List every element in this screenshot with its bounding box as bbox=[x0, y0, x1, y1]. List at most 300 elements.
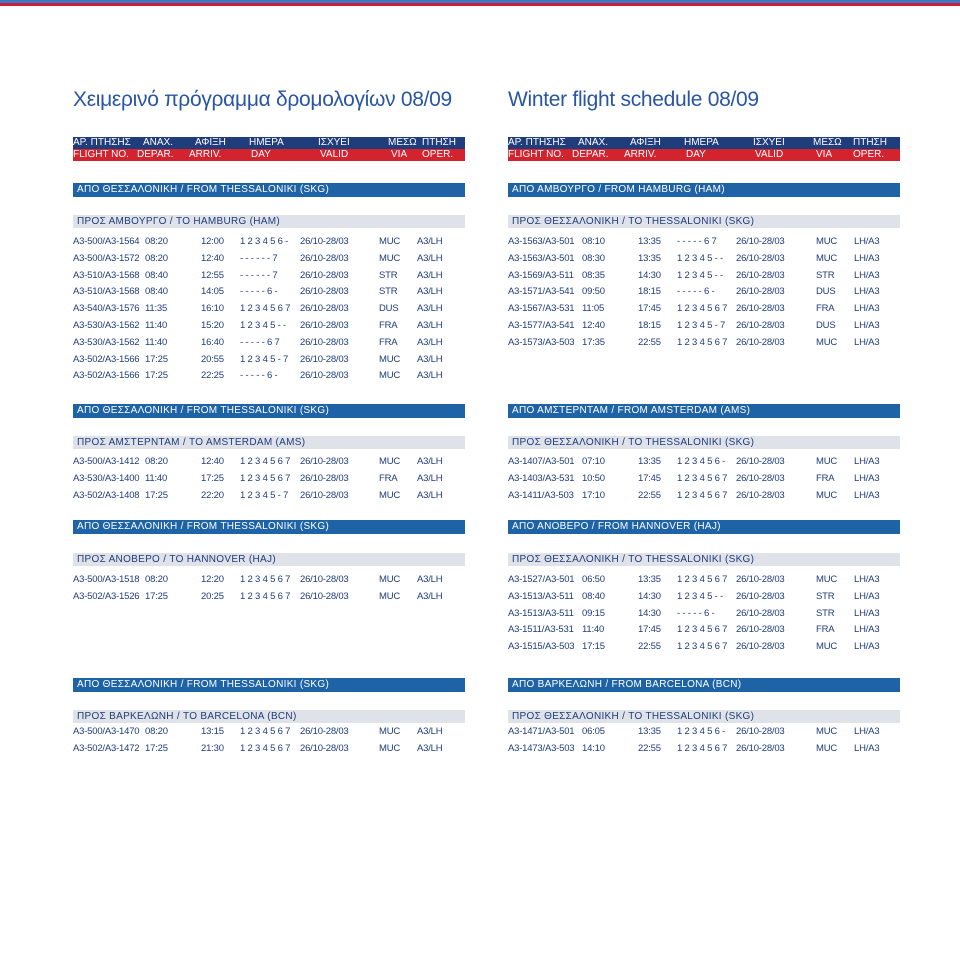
via-airport: MUC bbox=[379, 489, 401, 501]
header-via-gr: ΜΕΣΩ bbox=[388, 137, 417, 148]
arrival-time: 22:55 bbox=[638, 489, 661, 501]
page-title-greek: Χειμερινό πρόγραμμα δρομολογίων 08/09 bbox=[73, 88, 452, 111]
operator: A3/LH bbox=[417, 574, 443, 585]
departure-time: 08:20 bbox=[145, 252, 168, 264]
table-row bbox=[508, 606, 900, 622]
operating-days: 1 2 3 4 5 6 7 bbox=[677, 641, 728, 653]
destination-subheader: ΠΡΟΣ ΘΕΣΣΑΛΟΝΙΚΗ / TO THESSALONIKI (SKG) bbox=[508, 710, 900, 723]
operating-days: 1 2 3 4 5 6 7 bbox=[677, 574, 728, 585]
via-airport: FRA bbox=[816, 624, 835, 636]
flight-number: A3-1407/A3-501 bbox=[508, 456, 575, 467]
validity-period: 26/10-28/03 bbox=[300, 472, 349, 484]
operator: LH/A3 bbox=[854, 252, 880, 264]
arrival-time: 14:30 bbox=[638, 607, 661, 619]
departure-time: 11:40 bbox=[582, 624, 605, 636]
operating-days: - - - - - 6 - bbox=[677, 607, 715, 619]
destination-subheader: ΠΡΟΣ ΘΕΣΣΑΛΟΝΙΚΗ / TO THESSALONIKI (SKG) bbox=[508, 215, 900, 228]
header-flight-no-en: FLIGHT NO. bbox=[73, 149, 129, 160]
table-row bbox=[73, 724, 465, 740]
flight-number: A3-500/A3-1572 bbox=[73, 252, 140, 264]
arrival-time: 14:30 bbox=[638, 269, 661, 281]
operator: LH/A3 bbox=[854, 590, 880, 602]
table-row bbox=[508, 639, 900, 655]
operator: LH/A3 bbox=[854, 489, 880, 501]
departure-time: 11:40 bbox=[145, 320, 168, 331]
operator: A3/LH bbox=[417, 472, 443, 484]
operator: LH/A3 bbox=[854, 336, 880, 348]
departure-time: 08:20 bbox=[145, 726, 168, 737]
flight-number: A3-1527/A3-501 bbox=[508, 574, 575, 585]
table-row bbox=[508, 622, 900, 638]
operating-days: 1 2 3 4 5 6 7 bbox=[240, 472, 291, 484]
departure-time: 11:35 bbox=[145, 303, 168, 315]
origin-banner: ΑΠΟ ΘΕΣΣΑΛΟΝΙΚΗ / FROM THESSALONIKI (SKG) bbox=[73, 678, 465, 692]
flight-number: A3-510/A3-1568 bbox=[73, 286, 140, 298]
header-arriv-gr: ΑΦΙΞΗ bbox=[630, 137, 661, 148]
operating-days: - - - - - 6 - bbox=[240, 370, 278, 382]
via-airport: DUS bbox=[816, 286, 836, 298]
via-airport: MUC bbox=[816, 574, 838, 585]
origin-banner: ΑΠΟ ΘΕΣΣΑΛΟΝΙΚΗ / FROM THESSALONIKI (SKG) bbox=[73, 183, 465, 197]
operating-days: 1 2 3 4 5 6 7 bbox=[677, 624, 728, 636]
header-via-en: VIA bbox=[816, 149, 833, 160]
departure-time: 08:30 bbox=[582, 252, 605, 264]
header-arriv-en: ARRIV. bbox=[189, 149, 222, 160]
flight-number: A3-1563/A3-501 bbox=[508, 252, 575, 264]
table-row bbox=[508, 318, 900, 334]
flight-number: A3-1513/A3-511 bbox=[508, 590, 574, 602]
via-airport: STR bbox=[379, 286, 398, 298]
validity-period: 26/10-28/03 bbox=[300, 726, 349, 737]
flight-number: A3-1403/A3-531 bbox=[508, 472, 575, 484]
operating-days: 1 2 3 4 5 6 7 bbox=[677, 336, 728, 348]
via-airport: DUS bbox=[379, 303, 399, 315]
departure-time: 12:40 bbox=[582, 320, 605, 331]
via-airport: MUC bbox=[816, 742, 838, 754]
flight-number: A3-1513/A3-511 bbox=[508, 607, 574, 619]
arrival-time: 18:15 bbox=[638, 320, 661, 331]
flight-number: A3-500/A3-1564 bbox=[73, 236, 140, 247]
validity-period: 26/10-28/03 bbox=[736, 489, 785, 501]
origin-banner: ΑΠΟ ΒΑΡΚΕΛΩΝΗ / FROM BARCELONA (BCN) bbox=[508, 678, 900, 692]
departure-time: 08:20 bbox=[145, 236, 168, 247]
arrival-time: 22:25 bbox=[201, 370, 224, 382]
table-row bbox=[73, 572, 465, 588]
operator: LH/A3 bbox=[854, 303, 880, 315]
destination-subheader: ΠΡΟΣ ΒΑΡΚΕΛΩΝΗ / TO BARCELONA (BCN) bbox=[73, 710, 465, 723]
departure-time: 09:15 bbox=[582, 607, 605, 619]
arrival-time: 13:35 bbox=[638, 236, 661, 247]
arrival-time: 16:40 bbox=[201, 336, 224, 348]
via-airport: STR bbox=[816, 607, 835, 619]
flight-number: A3-500/A3-1518 bbox=[73, 574, 140, 585]
origin-banner: ΑΠΟ ΑΜΒΟΥΡΓΟ / FROM HAMBURG (HAM) bbox=[508, 183, 900, 197]
table-row bbox=[73, 268, 465, 284]
validity-period: 26/10-28/03 bbox=[736, 574, 785, 585]
validity-period: 26/10-28/03 bbox=[736, 590, 785, 602]
validity-period: 26/10-28/03 bbox=[736, 607, 785, 619]
via-airport: STR bbox=[379, 269, 398, 281]
operating-days: 1 2 3 4 5 6 - bbox=[677, 456, 726, 467]
via-airport: STR bbox=[816, 590, 835, 602]
arrival-time: 14:30 bbox=[638, 590, 661, 602]
departure-time: 06:05 bbox=[582, 726, 605, 737]
via-airport: MUC bbox=[379, 353, 401, 365]
table-row bbox=[508, 724, 900, 740]
validity-period: 26/10-28/03 bbox=[736, 742, 785, 754]
validity-period: 26/10-28/03 bbox=[300, 252, 349, 264]
arrival-time: 22:20 bbox=[201, 489, 224, 501]
arrival-time: 18:15 bbox=[638, 286, 661, 298]
header-oper-en: OPER. bbox=[422, 149, 454, 160]
operator: A3/LH bbox=[417, 269, 443, 281]
departure-time: 17:25 bbox=[145, 353, 168, 365]
table-row bbox=[73, 301, 465, 317]
operating-days: 1 2 3 4 5 - - bbox=[240, 320, 286, 331]
operator: A3/LH bbox=[417, 336, 443, 348]
operator: A3/LH bbox=[417, 252, 443, 264]
origin-banner: ΑΠΟ ΘΕΣΣΑΛΟΝΙΚΗ / FROM THESSALONIKI (SKG) bbox=[73, 404, 465, 418]
flight-number: A3-502/A3-1526 bbox=[73, 590, 140, 602]
operator: A3/LH bbox=[417, 590, 443, 602]
header-day-en: DAY bbox=[686, 149, 706, 160]
table-row bbox=[508, 301, 900, 317]
flight-number: A3-1577/A3-541 bbox=[508, 320, 575, 331]
validity-period: 26/10-28/03 bbox=[736, 472, 785, 484]
operating-days: 1 2 3 4 5 6 7 bbox=[677, 742, 728, 754]
page-title-english: Winter flight schedule 08/09 bbox=[508, 88, 759, 111]
validity-period: 26/10-28/03 bbox=[300, 456, 349, 467]
table-row bbox=[508, 572, 900, 588]
departure-time: 08:40 bbox=[145, 269, 168, 281]
operator: LH/A3 bbox=[854, 726, 880, 737]
header-day-en: DAY bbox=[251, 149, 271, 160]
via-airport: MUC bbox=[379, 590, 401, 602]
operating-days: 1 2 3 4 5 - 7 bbox=[240, 489, 289, 501]
table-row bbox=[73, 589, 465, 605]
operating-days: - - - - - - 7 bbox=[240, 269, 278, 281]
table-row bbox=[73, 234, 465, 250]
validity-period: 26/10-28/03 bbox=[736, 286, 785, 298]
validity-period: 26/10-28/03 bbox=[736, 236, 785, 247]
operator: A3/LH bbox=[417, 742, 443, 754]
via-airport: FRA bbox=[816, 472, 835, 484]
arrival-time: 22:55 bbox=[638, 742, 661, 754]
table-row bbox=[508, 471, 900, 487]
operator: LH/A3 bbox=[854, 320, 880, 331]
validity-period: 26/10-28/03 bbox=[736, 456, 785, 467]
flight-number: A3-540/A3-1576 bbox=[73, 303, 140, 315]
table-row bbox=[508, 741, 900, 757]
operating-days: 1 2 3 4 5 6 7 bbox=[240, 590, 291, 602]
departure-time: 08:20 bbox=[145, 456, 168, 467]
table-row bbox=[508, 251, 900, 267]
header-day-gr: ΗΜΕΡΑ bbox=[249, 137, 284, 148]
header-depar-gr: ΑΝΑΧ. bbox=[578, 137, 609, 148]
departure-time: 08:40 bbox=[582, 590, 605, 602]
flight-number: A3-530/A3-1562 bbox=[73, 320, 140, 331]
arrival-time: 17:45 bbox=[638, 303, 661, 315]
header-arriv-gr: ΑΦΙΞΗ bbox=[195, 137, 226, 148]
flight-number: A3-1563/A3-501 bbox=[508, 236, 575, 247]
validity-period: 26/10-28/03 bbox=[736, 726, 785, 737]
operating-days: 1 2 3 4 5 6 - bbox=[240, 236, 289, 247]
via-airport: MUC bbox=[379, 252, 401, 264]
operator: A3/LH bbox=[417, 286, 443, 298]
arrival-time: 17:45 bbox=[638, 472, 661, 484]
arrival-time: 12:20 bbox=[201, 574, 224, 585]
validity-period: 26/10-28/03 bbox=[300, 590, 349, 602]
departure-time: 17:25 bbox=[145, 370, 168, 382]
via-airport: MUC bbox=[379, 726, 401, 737]
header-oper-gr: ΠΤΗΣΗ bbox=[422, 137, 456, 148]
validity-period: 26/10-28/03 bbox=[300, 336, 349, 348]
operating-days: 1 2 3 4 5 - 7 bbox=[677, 320, 726, 331]
operator: LH/A3 bbox=[854, 574, 880, 585]
via-airport: FRA bbox=[379, 472, 398, 484]
via-airport: MUC bbox=[816, 456, 838, 467]
via-airport: MUC bbox=[816, 489, 838, 501]
validity-period: 26/10-28/03 bbox=[736, 336, 785, 348]
arrival-time: 20:25 bbox=[201, 590, 224, 602]
table-row bbox=[73, 454, 465, 470]
validity-period: 26/10-28/03 bbox=[300, 489, 349, 501]
destination-subheader: ΠΡΟΣ ΘΕΣΣΑΛΟΝΙΚΗ / TO THESSALONIKI (SKG) bbox=[508, 436, 900, 449]
validity-period: 26/10-28/03 bbox=[736, 303, 785, 315]
departure-time: 17:25 bbox=[145, 489, 168, 501]
table-row bbox=[73, 741, 465, 757]
departure-time: 17:25 bbox=[145, 590, 168, 602]
via-airport: FRA bbox=[379, 336, 398, 348]
table-row bbox=[508, 335, 900, 351]
arrival-time: 13:35 bbox=[638, 726, 661, 737]
arrival-time: 13:35 bbox=[638, 252, 661, 264]
validity-period: 26/10-28/03 bbox=[300, 320, 349, 331]
operator: A3/LH bbox=[417, 320, 443, 331]
table-row bbox=[73, 471, 465, 487]
arrival-time: 13:35 bbox=[638, 574, 661, 585]
header-valid-gr: ΙΣΧΥΕΙ bbox=[753, 137, 785, 148]
via-airport: MUC bbox=[816, 726, 838, 737]
flight-number: A3-1411/A3-503 bbox=[508, 489, 574, 501]
operating-days: - - - - - - 7 bbox=[240, 252, 278, 264]
header-depar-en: DEPAR. bbox=[137, 149, 174, 160]
header-arriv-en: ARRIV. bbox=[624, 149, 657, 160]
arrival-time: 12:40 bbox=[201, 456, 224, 467]
flight-number: A3-500/A3-1412 bbox=[73, 456, 140, 467]
via-airport: MUC bbox=[816, 252, 838, 264]
operator: LH/A3 bbox=[854, 236, 880, 247]
column-header bbox=[508, 137, 900, 161]
operating-days: 1 2 3 4 5 - 7 bbox=[240, 353, 289, 365]
header-valid-en: VALID bbox=[755, 149, 784, 160]
flight-number: A3-530/A3-1400 bbox=[73, 472, 140, 484]
table-row bbox=[508, 454, 900, 470]
arrival-time: 12:40 bbox=[201, 252, 224, 264]
departure-time: 08:40 bbox=[145, 286, 168, 298]
flight-number: A3-1567/A3-531 bbox=[508, 303, 575, 315]
departure-time: 17:15 bbox=[582, 641, 605, 653]
departure-time: 09:50 bbox=[582, 286, 605, 298]
flight-number: A3-502/A3-1408 bbox=[73, 489, 140, 501]
operating-days: 1 2 3 4 5 6 7 bbox=[677, 303, 728, 315]
validity-period: 26/10-28/03 bbox=[300, 742, 349, 754]
arrival-time: 13:15 bbox=[201, 726, 224, 737]
departure-time: 11:40 bbox=[145, 336, 168, 348]
operating-days: 1 2 3 4 5 6 - bbox=[677, 726, 726, 737]
origin-banner: ΑΠΟ ΘΕΣΣΑΛΟΝΙΚΗ / FROM THESSALONIKI (SKG) bbox=[73, 520, 465, 534]
table-row bbox=[73, 352, 465, 368]
departure-time: 08:35 bbox=[582, 269, 605, 281]
operating-days: - - - - - 6 - bbox=[240, 286, 278, 298]
top-red-stripe bbox=[0, 3, 960, 6]
operator: LH/A3 bbox=[854, 456, 880, 467]
operator: LH/A3 bbox=[854, 286, 880, 298]
operating-days: 1 2 3 4 5 - - bbox=[677, 269, 723, 281]
column-header-english bbox=[508, 149, 900, 161]
operating-days: 1 2 3 4 5 6 7 bbox=[240, 726, 291, 737]
via-airport: MUC bbox=[379, 236, 401, 247]
header-via-gr: ΜΕΣΩ bbox=[813, 137, 842, 148]
operator: A3/LH bbox=[417, 303, 443, 315]
via-airport: STR bbox=[816, 269, 835, 281]
destination-subheader: ΠΡΟΣ ΑΜΣΤΕΡΝΤΑΜ / TO AMSTERDAM (AMS) bbox=[73, 436, 465, 449]
operator: LH/A3 bbox=[854, 641, 880, 653]
top-color-bar bbox=[0, 0, 960, 6]
header-flight-no-gr: ΑΡ. ΠΤΗΣΗΣ bbox=[508, 137, 566, 148]
departure-time: 06:50 bbox=[582, 574, 605, 585]
flight-number: A3-1569/A3-511 bbox=[508, 269, 574, 281]
column-header-greek bbox=[508, 137, 900, 149]
departure-time: 07:10 bbox=[582, 456, 605, 467]
via-airport: FRA bbox=[379, 320, 398, 331]
validity-period: 26/10-28/03 bbox=[300, 370, 349, 382]
arrival-time: 20:55 bbox=[201, 353, 224, 365]
departure-time: 17:25 bbox=[145, 742, 168, 754]
operator: A3/LH bbox=[417, 489, 443, 501]
arrival-time: 16:10 bbox=[201, 303, 224, 315]
departure-time: 11:40 bbox=[145, 472, 168, 484]
header-valid-en: VALID bbox=[320, 149, 349, 160]
destination-subheader: ΠΡΟΣ ΑΜΒΟΥΡΓΟ / TO HAMBURG (HAM) bbox=[73, 215, 465, 228]
departure-time: 10:50 bbox=[582, 472, 605, 484]
via-airport: MUC bbox=[379, 370, 401, 382]
operator: LH/A3 bbox=[854, 607, 880, 619]
flight-number: A3-1471/A3-501 bbox=[508, 726, 575, 737]
arrival-time: 12:55 bbox=[201, 269, 224, 281]
table-row bbox=[508, 234, 900, 250]
validity-period: 26/10-28/03 bbox=[736, 641, 785, 653]
operating-days: 1 2 3 4 5 6 7 bbox=[240, 574, 291, 585]
operating-days: 1 2 3 4 5 6 7 bbox=[677, 472, 728, 484]
table-row bbox=[73, 488, 465, 504]
validity-period: 26/10-28/03 bbox=[300, 286, 349, 298]
operator: A3/LH bbox=[417, 726, 443, 737]
table-row bbox=[508, 284, 900, 300]
table-row bbox=[73, 251, 465, 267]
column-header-english bbox=[73, 149, 465, 161]
validity-period: 26/10-28/03 bbox=[300, 236, 349, 247]
header-oper-en: OPER. bbox=[853, 149, 885, 160]
operating-days: 1 2 3 4 5 - - bbox=[677, 252, 723, 264]
header-valid-gr: ΙΣΧΥΕΙ bbox=[318, 137, 350, 148]
flight-number: A3-1573/A3-503 bbox=[508, 336, 575, 348]
via-airport: MUC bbox=[379, 456, 401, 467]
via-airport: MUC bbox=[816, 236, 838, 247]
flight-number: A3-500/A3-1470 bbox=[73, 726, 140, 737]
operating-days: - - - - - 6 7 bbox=[240, 336, 280, 348]
operator: LH/A3 bbox=[854, 742, 880, 754]
column-header bbox=[73, 137, 465, 161]
arrival-time: 13:35 bbox=[638, 456, 661, 467]
origin-banner: ΑΠΟ ΑΜΣΤΕΡΝΤΑΜ / FROM AMSTERDAM (AMS) bbox=[508, 404, 900, 418]
table-row bbox=[508, 589, 900, 605]
departure-time: 11:05 bbox=[582, 303, 605, 315]
arrival-time: 14:05 bbox=[201, 286, 224, 298]
header-day-gr: ΗΜΕΡΑ bbox=[684, 137, 719, 148]
table-row bbox=[73, 368, 465, 384]
table-row bbox=[508, 268, 900, 284]
via-airport: MUC bbox=[816, 641, 838, 653]
flight-number: A3-502/A3-1566 bbox=[73, 353, 140, 365]
operator: LH/A3 bbox=[854, 472, 880, 484]
operating-days: 1 2 3 4 5 6 7 bbox=[677, 489, 728, 501]
header-flight-no-gr: ΑΡ. ΠΤΗΣΗΣ bbox=[73, 137, 131, 148]
table-row bbox=[73, 335, 465, 351]
operator: A3/LH bbox=[417, 353, 443, 365]
table-row bbox=[73, 318, 465, 334]
operator: A3/LH bbox=[417, 236, 443, 247]
arrival-time: 21:30 bbox=[201, 742, 224, 754]
validity-period: 26/10-28/03 bbox=[736, 269, 785, 281]
operator: A3/LH bbox=[417, 370, 443, 382]
operating-days: - - - - - 6 - bbox=[677, 286, 715, 298]
via-airport: DUS bbox=[816, 320, 836, 331]
column-header-greek bbox=[73, 137, 465, 149]
departure-time: 08:10 bbox=[582, 236, 605, 247]
flight-number: A3-1511/A3-531 bbox=[508, 624, 574, 636]
origin-banner: ΑΠΟ ΑΝΟΒΕΡΟ / FROM HANNOVER (HAJ) bbox=[508, 520, 900, 534]
via-airport: MUC bbox=[816, 336, 838, 348]
arrival-time: 15:20 bbox=[201, 320, 224, 331]
operating-days: 1 2 3 4 5 - - bbox=[677, 590, 723, 602]
header-flight-no-en: FLIGHT NO. bbox=[508, 149, 564, 160]
table-row bbox=[73, 284, 465, 300]
departure-time: 17:10 bbox=[582, 489, 605, 501]
header-depar-gr: ΑΝΑΧ. bbox=[143, 137, 174, 148]
flight-number: A3-1515/A3-503 bbox=[508, 641, 575, 653]
arrival-time: 22:55 bbox=[638, 641, 661, 653]
flight-number: A3-1571/A3-541 bbox=[508, 286, 575, 298]
via-airport: FRA bbox=[816, 303, 835, 315]
header-via-en: VIA bbox=[391, 149, 408, 160]
table-row bbox=[508, 488, 900, 504]
arrival-time: 12:00 bbox=[201, 236, 224, 247]
validity-period: 26/10-28/03 bbox=[300, 303, 349, 315]
validity-period: 26/10-28/03 bbox=[300, 353, 349, 365]
destination-subheader: ΠΡΟΣ ΑΝΟΒΕΡΟ / TO HANNOVER (HAJ) bbox=[73, 553, 465, 566]
operator: LH/A3 bbox=[854, 624, 880, 636]
validity-period: 26/10-28/03 bbox=[300, 269, 349, 281]
flight-number: A3-502/A3-1566 bbox=[73, 370, 140, 382]
via-airport: MUC bbox=[379, 574, 401, 585]
departure-time: 17:35 bbox=[582, 336, 605, 348]
arrival-time: 17:45 bbox=[638, 624, 661, 636]
flight-number: A3-510/A3-1568 bbox=[73, 269, 140, 281]
flight-number: A3-530/A3-1562 bbox=[73, 336, 140, 348]
validity-period: 26/10-28/03 bbox=[736, 624, 785, 636]
operating-days: 1 2 3 4 5 6 7 bbox=[240, 742, 291, 754]
